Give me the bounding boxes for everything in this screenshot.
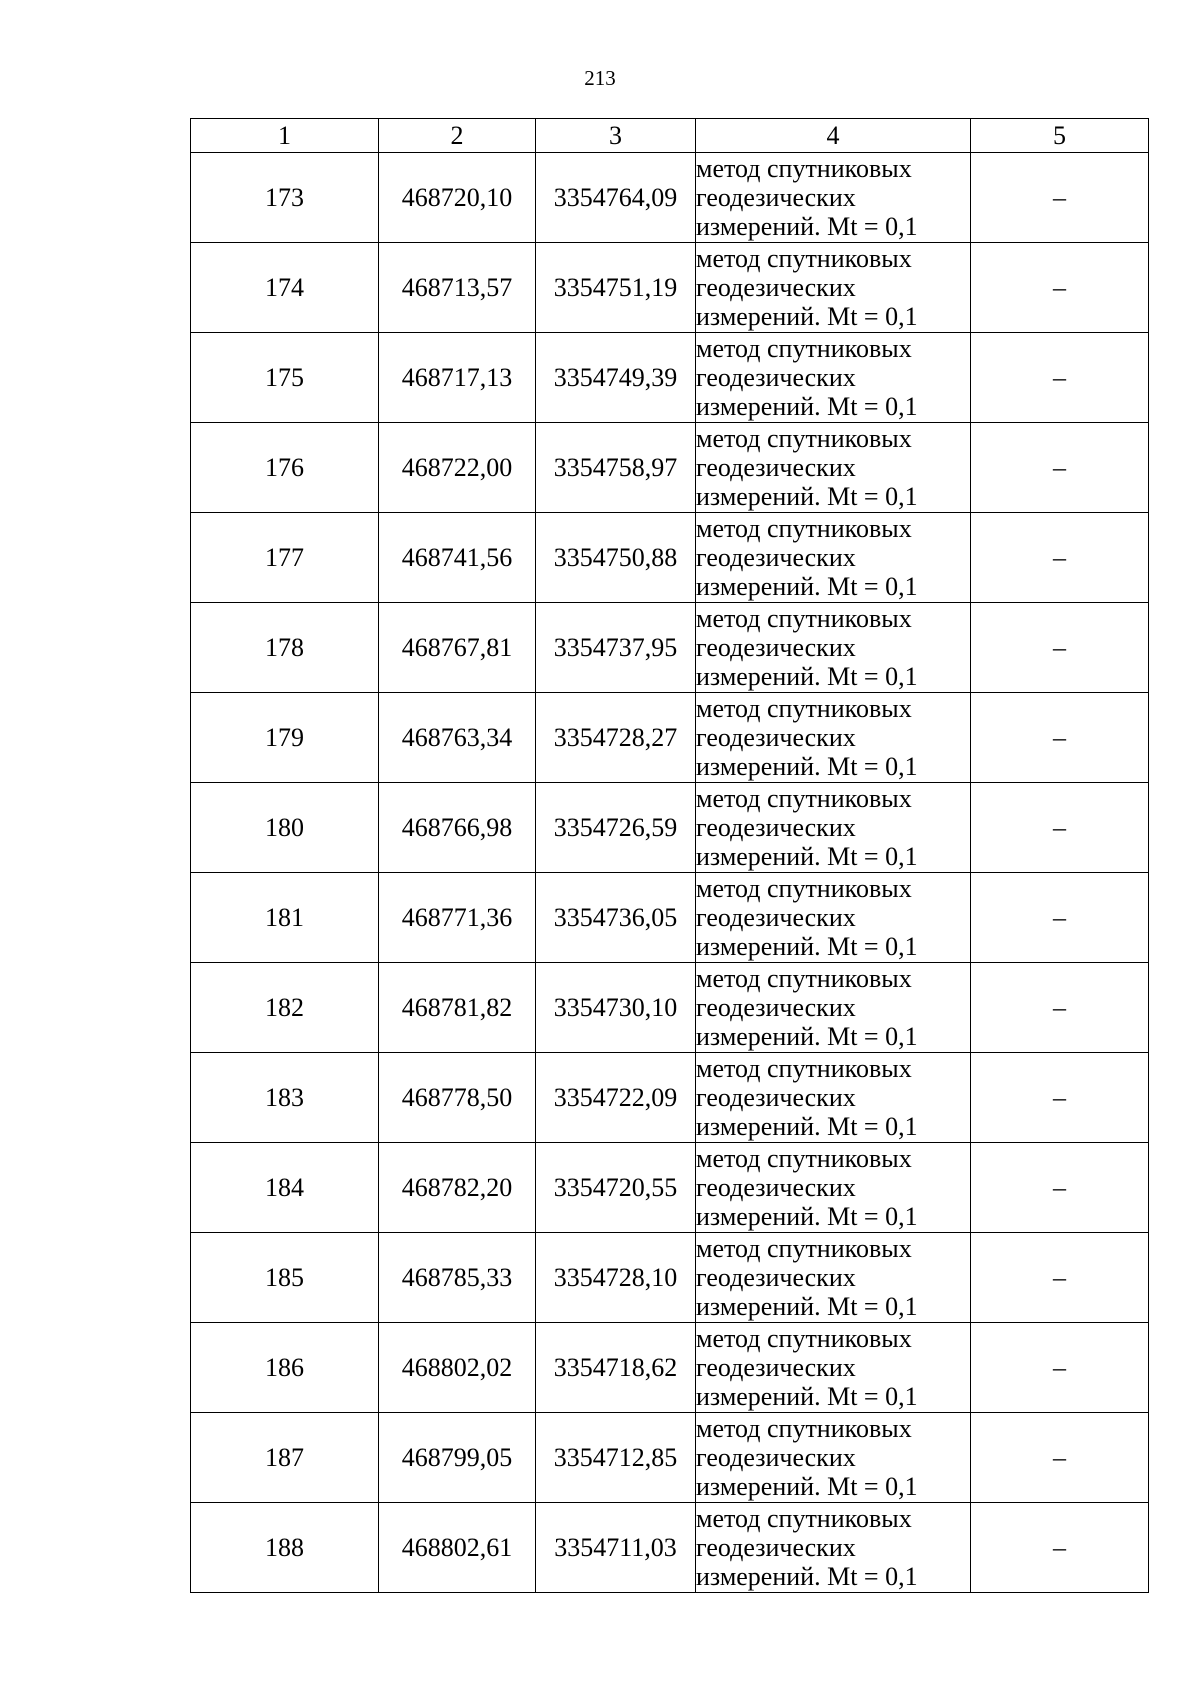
point-number-cell: 179 bbox=[191, 693, 379, 783]
method-line: геодезических bbox=[696, 813, 856, 842]
method-line: метод спутниковых bbox=[696, 874, 912, 903]
point-number-cell: 175 bbox=[191, 333, 379, 423]
table-row bbox=[191, 1503, 1149, 1593]
method-line: геодезических bbox=[696, 633, 856, 662]
method-cell bbox=[696, 873, 971, 963]
x-coordinate-cell: 468802,02 bbox=[379, 1323, 536, 1413]
point-number-cell: 177 bbox=[191, 513, 379, 603]
x-coordinate-cell: 468781,82 bbox=[379, 963, 536, 1053]
method-cell bbox=[696, 423, 971, 513]
method-line: метод спутниковых bbox=[696, 1414, 912, 1443]
x-coordinate-cell: 468713,57 bbox=[379, 243, 536, 333]
method-line: метод спутниковых bbox=[696, 1504, 912, 1533]
point-number-cell: 185 bbox=[191, 1233, 379, 1323]
method-line: геодезических bbox=[696, 1173, 856, 1202]
point-number-cell: 188 bbox=[191, 1503, 379, 1593]
x-coordinate-cell: 468741,56 bbox=[379, 513, 536, 603]
method-line: метод спутниковых bbox=[696, 784, 912, 813]
x-coordinate-cell: 468771,36 bbox=[379, 873, 536, 963]
x-coordinate-cell: 468717,13 bbox=[379, 333, 536, 423]
table-row bbox=[191, 873, 1149, 963]
note-cell: – bbox=[971, 1143, 1149, 1233]
y-coordinate-cell: 3354728,27 bbox=[536, 693, 696, 783]
column-header-1: 1 bbox=[191, 119, 379, 153]
y-coordinate-cell: 3354764,09 bbox=[536, 153, 696, 243]
y-coordinate-cell: 3354749,39 bbox=[536, 333, 696, 423]
method-cell bbox=[696, 1233, 971, 1323]
table-row bbox=[191, 1323, 1149, 1413]
method-line: геодезических bbox=[696, 453, 856, 482]
table-row bbox=[191, 243, 1149, 333]
method-line: метод спутниковых bbox=[696, 334, 912, 363]
table-row bbox=[191, 693, 1149, 783]
note-cell: – bbox=[971, 693, 1149, 783]
y-coordinate-cell: 3354730,10 bbox=[536, 963, 696, 1053]
x-coordinate-cell: 468720,10 bbox=[379, 153, 536, 243]
point-number-cell: 183 bbox=[191, 1053, 379, 1143]
method-line: измерений. Mt = 0,1 bbox=[696, 662, 918, 691]
method-line: геодезических bbox=[696, 1353, 856, 1382]
y-coordinate-cell: 3354750,88 bbox=[536, 513, 696, 603]
method-line: геодезических bbox=[696, 363, 856, 392]
method-line: измерений. Mt = 0,1 bbox=[696, 1022, 918, 1051]
y-coordinate-cell: 3354720,55 bbox=[536, 1143, 696, 1233]
table-row bbox=[191, 513, 1149, 603]
method-line: измерений. Mt = 0,1 bbox=[696, 572, 918, 601]
method-cell bbox=[696, 243, 971, 333]
method-cell bbox=[696, 513, 971, 603]
method-line: измерений. Mt = 0,1 bbox=[696, 752, 918, 781]
point-number-cell: 184 bbox=[191, 1143, 379, 1233]
method-line: метод спутниковых bbox=[696, 244, 912, 273]
note-cell: – bbox=[971, 603, 1149, 693]
method-cell bbox=[696, 1503, 971, 1593]
method-line: геодезических bbox=[696, 1083, 856, 1112]
method-cell bbox=[696, 693, 971, 783]
point-number-cell: 182 bbox=[191, 963, 379, 1053]
method-line: геодезических bbox=[696, 1443, 856, 1472]
y-coordinate-cell: 3354712,85 bbox=[536, 1413, 696, 1503]
method-line: измерений. Mt = 0,1 bbox=[696, 1112, 918, 1141]
column-header-5: 5 bbox=[971, 119, 1149, 153]
method-line: геодезических bbox=[696, 1263, 856, 1292]
y-coordinate-cell: 3354736,05 bbox=[536, 873, 696, 963]
x-coordinate-cell: 468799,05 bbox=[379, 1413, 536, 1503]
x-coordinate-cell: 468802,61 bbox=[379, 1503, 536, 1593]
method-cell bbox=[696, 333, 971, 423]
method-cell bbox=[696, 1413, 971, 1503]
table-row bbox=[191, 603, 1149, 693]
method-line: измерений. Mt = 0,1 bbox=[696, 392, 918, 421]
table-row bbox=[191, 153, 1149, 243]
table-row bbox=[191, 1413, 1149, 1503]
table-row bbox=[191, 333, 1149, 423]
method-cell bbox=[696, 153, 971, 243]
note-cell: – bbox=[971, 1233, 1149, 1323]
point-number-cell: 187 bbox=[191, 1413, 379, 1503]
point-number-cell: 186 bbox=[191, 1323, 379, 1413]
table-row bbox=[191, 1053, 1149, 1143]
note-cell: – bbox=[971, 1053, 1149, 1143]
note-cell: – bbox=[971, 423, 1149, 513]
y-coordinate-cell: 3354751,19 bbox=[536, 243, 696, 333]
table-header bbox=[191, 119, 1149, 153]
method-line: метод спутниковых bbox=[696, 154, 912, 183]
method-line: геодезических bbox=[696, 723, 856, 752]
method-cell bbox=[696, 1143, 971, 1233]
note-cell: – bbox=[971, 153, 1149, 243]
y-coordinate-cell: 3354728,10 bbox=[536, 1233, 696, 1323]
method-line: метод спутниковых bbox=[696, 964, 912, 993]
coordinates-table bbox=[190, 118, 1149, 1593]
table-body bbox=[191, 153, 1149, 1593]
method-line: метод спутниковых bbox=[696, 694, 912, 723]
method-line: измерений. Mt = 0,1 bbox=[696, 1292, 918, 1321]
x-coordinate-cell: 468766,98 bbox=[379, 783, 536, 873]
y-coordinate-cell: 3354726,59 bbox=[536, 783, 696, 873]
x-coordinate-cell: 468778,50 bbox=[379, 1053, 536, 1143]
y-coordinate-cell: 3354758,97 bbox=[536, 423, 696, 513]
table-row bbox=[191, 783, 1149, 873]
method-cell bbox=[696, 1053, 971, 1143]
note-cell: – bbox=[971, 1413, 1149, 1503]
y-coordinate-cell: 3354711,03 bbox=[536, 1503, 696, 1593]
column-header-3: 3 bbox=[536, 119, 696, 153]
note-cell: – bbox=[971, 1323, 1149, 1413]
method-line: метод спутниковых bbox=[696, 1144, 912, 1173]
column-header-4: 4 bbox=[696, 119, 971, 153]
table-row bbox=[191, 423, 1149, 513]
note-cell: – bbox=[971, 783, 1149, 873]
point-number-cell: 181 bbox=[191, 873, 379, 963]
method-line: измерений. Mt = 0,1 bbox=[696, 482, 918, 511]
x-coordinate-cell: 468767,81 bbox=[379, 603, 536, 693]
method-line: метод спутниковых bbox=[696, 1324, 912, 1353]
method-line: измерений. Mt = 0,1 bbox=[696, 842, 918, 871]
note-cell: – bbox=[971, 873, 1149, 963]
method-line: измерений. Mt = 0,1 bbox=[696, 932, 918, 961]
method-line: геодезических bbox=[696, 543, 856, 572]
method-line: измерений. Mt = 0,1 bbox=[696, 302, 918, 331]
method-line: геодезических bbox=[696, 1533, 856, 1562]
method-line: измерений. Mt = 0,1 bbox=[696, 1472, 918, 1501]
page-number: 213 bbox=[584, 66, 616, 90]
point-number-cell: 180 bbox=[191, 783, 379, 873]
method-line: измерений. Mt = 0,1 bbox=[696, 1562, 918, 1591]
column-header-2: 2 bbox=[379, 119, 536, 153]
point-number-cell: 173 bbox=[191, 153, 379, 243]
x-coordinate-cell: 468782,20 bbox=[379, 1143, 536, 1233]
note-cell: – bbox=[971, 243, 1149, 333]
x-coordinate-cell: 468722,00 bbox=[379, 423, 536, 513]
method-cell bbox=[696, 783, 971, 873]
point-number-cell: 176 bbox=[191, 423, 379, 513]
note-cell: – bbox=[971, 963, 1149, 1053]
method-line: измерений. Mt = 0,1 bbox=[696, 212, 918, 241]
note-cell: – bbox=[971, 1503, 1149, 1593]
x-coordinate-cell: 468785,33 bbox=[379, 1233, 536, 1323]
method-line: геодезических bbox=[696, 183, 856, 212]
method-line: измерений. Mt = 0,1 bbox=[696, 1382, 918, 1411]
table-row bbox=[191, 963, 1149, 1053]
method-cell bbox=[696, 963, 971, 1053]
y-coordinate-cell: 3354737,95 bbox=[536, 603, 696, 693]
note-cell: – bbox=[971, 513, 1149, 603]
method-line: геодезических bbox=[696, 993, 856, 1022]
point-number-cell: 178 bbox=[191, 603, 379, 693]
y-coordinate-cell: 3354718,62 bbox=[536, 1323, 696, 1413]
method-cell bbox=[696, 1323, 971, 1413]
header-row bbox=[191, 119, 1149, 153]
method-line: метод спутниковых bbox=[696, 1054, 912, 1083]
y-coordinate-cell: 3354722,09 bbox=[536, 1053, 696, 1143]
note-cell: – bbox=[971, 333, 1149, 423]
method-line: метод спутниковых bbox=[696, 514, 912, 543]
table-row bbox=[191, 1233, 1149, 1323]
table-row bbox=[191, 1143, 1149, 1233]
point-number-cell: 174 bbox=[191, 243, 379, 333]
method-line: геодезических bbox=[696, 273, 856, 302]
x-coordinate-cell: 468763,34 bbox=[379, 693, 536, 783]
method-line: метод спутниковых bbox=[696, 604, 912, 633]
method-cell bbox=[696, 603, 971, 693]
method-line: метод спутниковых bbox=[696, 1234, 912, 1263]
method-line: измерений. Mt = 0,1 bbox=[696, 1202, 918, 1231]
method-line: геодезических bbox=[696, 903, 856, 932]
method-line: метод спутниковых bbox=[696, 424, 912, 453]
